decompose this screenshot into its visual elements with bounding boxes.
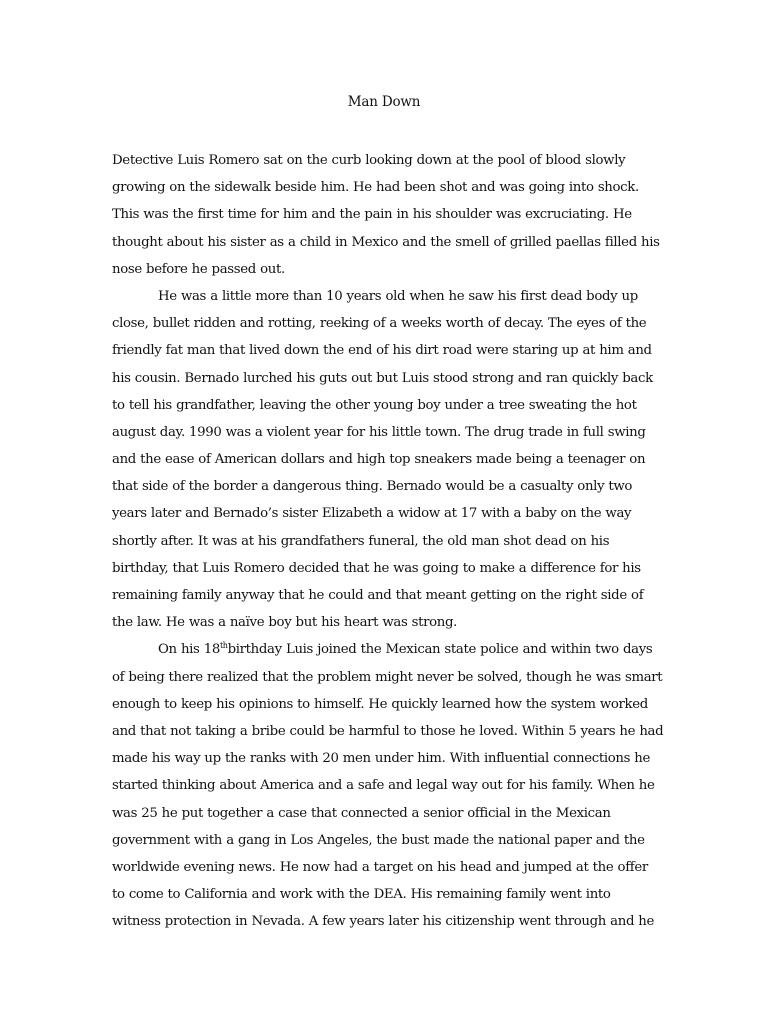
text-line: that side of the border a dangerous thing. Bernado would be a casualty only two bbox=[112, 479, 633, 495]
text-fragment: On his 18 bbox=[158, 642, 220, 658]
text-line: worldwide evening news. He now had a target on his head and jumped at the offer bbox=[112, 859, 648, 875]
text-line: government with a gang in Los Angeles, the bust made the national paper and the bbox=[112, 832, 645, 848]
text-line: birthday, that Luis Romero decided that he was going to make a difference for his bbox=[112, 560, 641, 576]
text-line: nose before he passed out. bbox=[112, 261, 285, 277]
text-line: and that not taking a bribe could be harmful to those he loved. Within 5 years he had bbox=[112, 723, 664, 739]
text-fragment: birthday Luis joined the Mexican state police and within two days bbox=[227, 642, 653, 658]
text-line: the law. He was a naïve boy but his heart was strong. bbox=[112, 615, 457, 631]
text-line: remaining family anyway that he could and that meant getting on the right side of bbox=[112, 588, 644, 603]
text-line: was 25 he put together a case that connected a senior official in the Mexican bbox=[112, 805, 611, 821]
text-line: friendly fat man that lived down the end of his dirt road were staring up at him and bbox=[112, 343, 652, 359]
text-line: august day. 1990 was a violent year for his little town. The drug trade in full swing bbox=[112, 424, 646, 440]
text-line: to come to California and work with the DEA. His remaining family went into bbox=[112, 887, 611, 903]
text-line: started thinking about America and a safe and legal way out for his family. When he bbox=[112, 778, 655, 794]
text-line: and the ease of American dollars and high top sneakers made being a teenager on bbox=[112, 452, 646, 468]
text-line: witness protection in Nevada. A few years later his citizenship went through and he bbox=[112, 914, 655, 930]
text-line: growing on the sidewalk beside him. He had been shot and was going into shock. bbox=[112, 180, 639, 196]
text-line: shortly after. It was at his grandfathers funeral, the old man shot dead on his bbox=[112, 533, 610, 549]
ordinal-suffix: th bbox=[219, 641, 228, 651]
text-line: Detective Luis Romero sat on the curb looking down at the pool of blood slowly bbox=[112, 153, 626, 168]
text-line: He was a little more than 10 years old when he saw his first dead body up bbox=[158, 288, 638, 304]
text-line: of being there realized that the problem might never be solved, though he was smart bbox=[112, 669, 663, 685]
text-line bbox=[112, 636, 672, 663]
text-line: his cousin. Bernado lurched his guts out but Luis stood strong and ran quickly back bbox=[112, 370, 653, 386]
document-body bbox=[112, 147, 672, 935]
text-line: This was the first time for him and the pain in his shoulder was excruciating. He bbox=[112, 207, 632, 223]
text-line: enough to keep his opinions to himself. He quickly learned how the system worked bbox=[112, 696, 648, 712]
text-line: close, bullet ridden and rotting, reeking of a weeks worth of decay. The eyes of the bbox=[112, 316, 647, 332]
text-line: thought about his sister as a child in Mexico and the smell of grilled paellas filled his bbox=[112, 234, 660, 250]
text-line: to tell his grandfather, leaving the other young boy under a tree sweating the hot bbox=[112, 397, 637, 413]
text-line: years later and Bernado’s sister Elizabeth a widow at 17 with a baby on the way bbox=[112, 506, 632, 522]
text-line: made his way up the ranks with 20 men under him. With influential connections he bbox=[112, 751, 651, 767]
document-title: Man Down bbox=[347, 94, 421, 110]
